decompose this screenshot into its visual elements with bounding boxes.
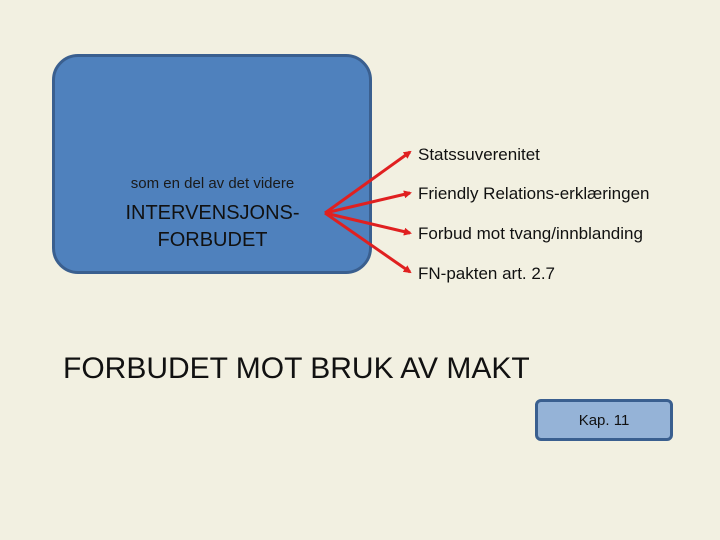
chapter-button[interactable]: Kap. 11: [535, 399, 673, 441]
item-fn-pakten: FN-pakten art. 2.7: [418, 264, 556, 283]
item-statssuverenitet: Statssuverenitet: [418, 145, 540, 164]
item-friendly-relations: Friendly Relations-erklæringen: [418, 184, 650, 203]
main-title: FORBUDET MOT BRUK AV MAKT: [63, 352, 530, 385]
box-title-line1: INTERVENSJONS-: [125, 202, 300, 224]
box-title-line2: FORBUDET: [157, 229, 268, 251]
item-forbud-tvang: Forbud mot tvang/innblanding: [418, 224, 643, 243]
box-subtitle: som en del av det videre: [130, 175, 295, 192]
